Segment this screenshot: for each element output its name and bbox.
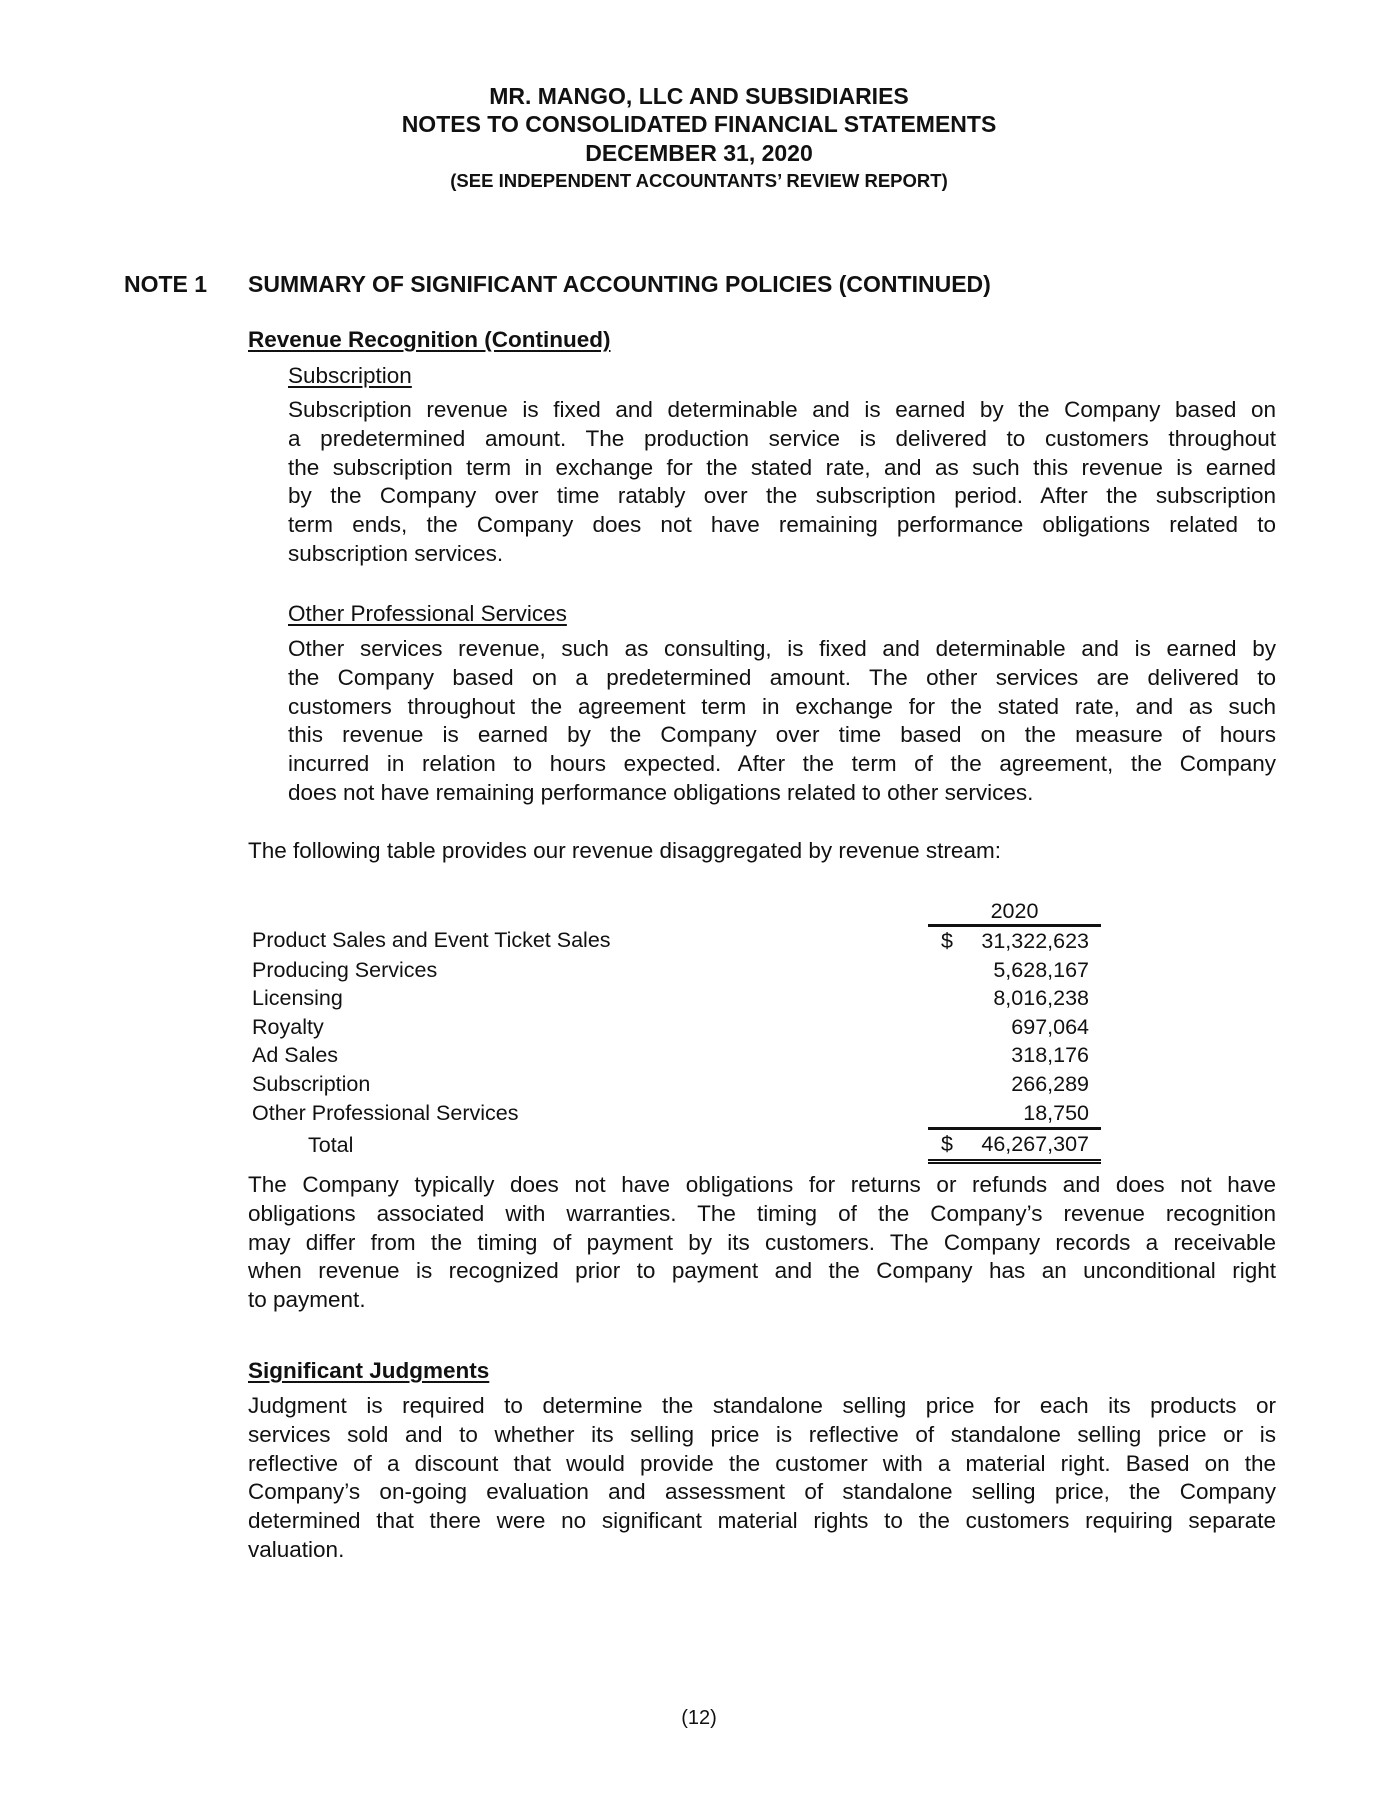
paragraph-line: determined that there were no significant material rights to the customers requiring separate bbox=[248, 1508, 1276, 1534]
row-label: Producing Services bbox=[252, 957, 438, 982]
table-row bbox=[248, 926, 1101, 956]
note-title: SUMMARY OF SIGNIFICANT ACCOUNTING POLICIES (CONTINUED) bbox=[248, 271, 991, 297]
statement-date: DECEMBER 31, 2020 bbox=[585, 140, 813, 166]
paragraph-line: customers throughout the agreement term in exchange for the stated rate, and as such bbox=[288, 693, 1276, 719]
paragraph-line: to payment. bbox=[248, 1287, 366, 1313]
paragraph-line: Judgment is required to determine the standalone selling price for each its products or bbox=[248, 1393, 1276, 1418]
table-intro: The following table provides our revenue disaggregated by revenue stream: bbox=[248, 838, 1001, 863]
row-label: Ad Sales bbox=[252, 1043, 339, 1068]
row-value: 5,628,167 bbox=[993, 957, 1089, 982]
paragraph-line: may differ from the timing of payment by its customers. The Company records a receivable bbox=[248, 1229, 1276, 1255]
paragraph-line: the subscription term in exchange for the stated rate, and as such this revenue is earned bbox=[288, 454, 1276, 480]
row-value: 266,289 bbox=[1011, 1072, 1089, 1097]
row-value: 8,016,238 bbox=[993, 986, 1089, 1011]
returns-paragraph bbox=[248, 1171, 1276, 1315]
table-total-row bbox=[248, 1129, 1101, 1162]
section-heading-revenue-recognition: Revenue Recognition (Continued) bbox=[248, 327, 611, 352]
paragraph-line: when revenue is recognized prior to payment and the Company has an unconditional right bbox=[248, 1258, 1276, 1284]
note-number: NOTE 1 bbox=[124, 271, 208, 297]
page-number: (12) bbox=[681, 1707, 717, 1729]
paragraph-line: Other services revenue, such as consulting, is fixed and determinable and is earned by bbox=[288, 636, 1276, 661]
other-services-paragraph bbox=[288, 635, 1276, 808]
row-value: 697,064 bbox=[1011, 1014, 1089, 1039]
document-title: NOTES TO CONSOLIDATED FINANCIAL STATEMENTS bbox=[401, 111, 997, 137]
table-row bbox=[248, 1041, 1101, 1070]
table-row bbox=[248, 1013, 1101, 1042]
paragraph-line: obligations associated with warranties. The timing of the Company’s revenue recognition bbox=[248, 1200, 1276, 1226]
currency-symbol: $ bbox=[941, 1132, 953, 1157]
review-report-note: (SEE INDEPENDENT ACCOUNTANTS’ REVIEW REPORT) bbox=[450, 170, 948, 191]
total-value: 46,267,307 bbox=[981, 1132, 1089, 1157]
paragraph-line: reflective of a discount that would provide the customer with a material right. Based on the bbox=[248, 1450, 1276, 1476]
paragraph-line: by the Company over time ratably over the subscription period. After the subscription bbox=[288, 483, 1276, 509]
paragraph-line: incurred in relation to hours expected. After the term of the agreement, the Company bbox=[288, 751, 1276, 777]
table-row bbox=[248, 1070, 1101, 1099]
subheading-subscription: Subscription bbox=[288, 363, 412, 388]
paragraph-line: valuation. bbox=[248, 1536, 345, 1562]
paragraph-line: The Company typically does not have obligations for returns or refunds and does not have bbox=[248, 1172, 1276, 1197]
row-label: Product Sales and Event Ticket Sales bbox=[252, 928, 611, 953]
subscription-paragraph bbox=[288, 396, 1276, 569]
row-label: Subscription bbox=[252, 1072, 371, 1097]
row-value: 31,322,623 bbox=[981, 929, 1089, 954]
row-label: Royalty bbox=[252, 1014, 324, 1039]
year-header: 2020 bbox=[928, 897, 1101, 926]
significant-judgments-paragraph bbox=[248, 1392, 1276, 1565]
subheading-other-professional-services: Other Professional Services bbox=[288, 601, 567, 626]
table-row bbox=[248, 1099, 1101, 1129]
currency-symbol: $ bbox=[941, 929, 953, 954]
paragraph-line: term ends, the Company does not have remaining performance obligations related to bbox=[288, 512, 1276, 538]
table-row bbox=[248, 984, 1101, 1013]
paragraph-line: a predetermined amount. The production service is delivered to customers throughout bbox=[288, 425, 1276, 451]
paragraph-line: this revenue is earned by the Company over time based on the measure of hours bbox=[288, 722, 1276, 748]
table-row bbox=[248, 956, 1101, 985]
section-heading-significant-judgments: Significant Judgments bbox=[248, 1358, 490, 1383]
paragraph-line: Subscription revenue is fixed and determinable and is earned by the Company based on bbox=[288, 397, 1276, 422]
company-name: MR. MANGO, LLC AND SUBSIDIARIES bbox=[489, 83, 909, 109]
paragraph-line: the Company based on a predetermined amount. The other services are delivered to bbox=[288, 664, 1276, 690]
paragraph-line: services sold and to whether its selling price is reflective of standalone selling price or is bbox=[248, 1421, 1276, 1447]
paragraph-line: does not have remaining performance obligations related to other services. bbox=[288, 779, 1034, 805]
row-label: Other Professional Services bbox=[252, 1101, 519, 1126]
row-value: 18,750 bbox=[1023, 1100, 1089, 1125]
revenue-table bbox=[248, 897, 1101, 1164]
paragraph-line: subscription services. bbox=[288, 540, 504, 566]
total-label: Total bbox=[308, 1132, 354, 1157]
table-header-row bbox=[248, 897, 1101, 926]
paragraph-line: Company’s on-going evaluation and assessment of standalone selling price, the Company bbox=[248, 1479, 1276, 1505]
row-value: 318,176 bbox=[1011, 1043, 1089, 1068]
row-label: Licensing bbox=[252, 986, 343, 1011]
